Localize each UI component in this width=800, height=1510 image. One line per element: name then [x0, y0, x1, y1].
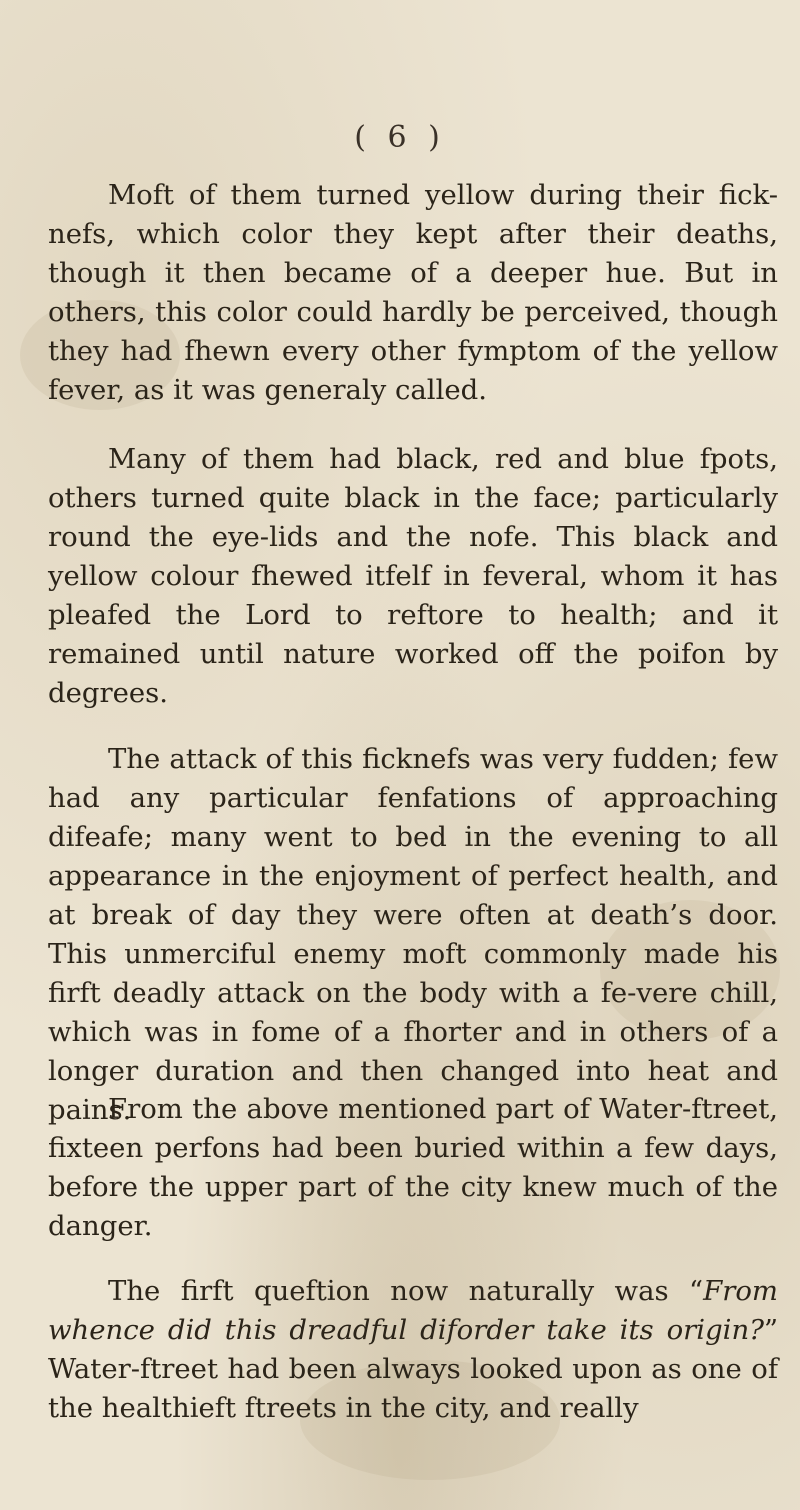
paragraph-text: Many of them had black, red and blue fpots, others turned quite black in the face; particularly round the eye-lids and the nofe. This black and yellow colour fhewed itfelf in feveral, whom it has pleafed the Lord to reftore to health; and it remained until nature worked off the poifon by degrees. [48, 443, 778, 709]
paragraph-text: The attack of this ficknefs was very fudden; few had any particular fenfations of approaching difeafe; many went to bed in the evening to all appearance in the enjoyment of perfect health, and at break of day they were often at death’s door. This unmerciful enemy moft commonly made his firft deadly attack on the body with a fe-vere chill, which was in fome of a fhorter and in others of a longer duration and then changed into heat and pains. [48, 743, 778, 1126]
paragraph-text: Moft of them turned yellow during their fick-nefs, which color they kept after their deaths, though it then became of a deeper hue. But in others, this color could hardly be perceived, though they had fhewn every other fymptom of the yellow fever, as it was generaly called. [48, 179, 778, 406]
paragraph-5 [48, 1272, 778, 1428]
paragraph-1 [48, 176, 778, 410]
paragraph-4 [48, 1090, 778, 1246]
paragraph-3 [48, 740, 778, 1130]
paragraph-tail: ” Water-ftreet had been always looked upon as one of the healthieft ftreets in the city, and really [48, 1314, 778, 1424]
page-number: ( 6 ) [354, 120, 446, 155]
quoted-question: From whence did this dreadful diforder take its origin? [48, 1275, 778, 1346]
paragraph-2 [48, 440, 778, 713]
paragraph-text: From the above mentioned part of Water-ftreet, fixteen perfons had been buried within a few days, before the upper part of the city knew much of the danger. [48, 1093, 778, 1242]
paragraph-text [48, 1272, 778, 1428]
paragraph-lead: The firft queftion now naturally was “ [108, 1275, 704, 1307]
